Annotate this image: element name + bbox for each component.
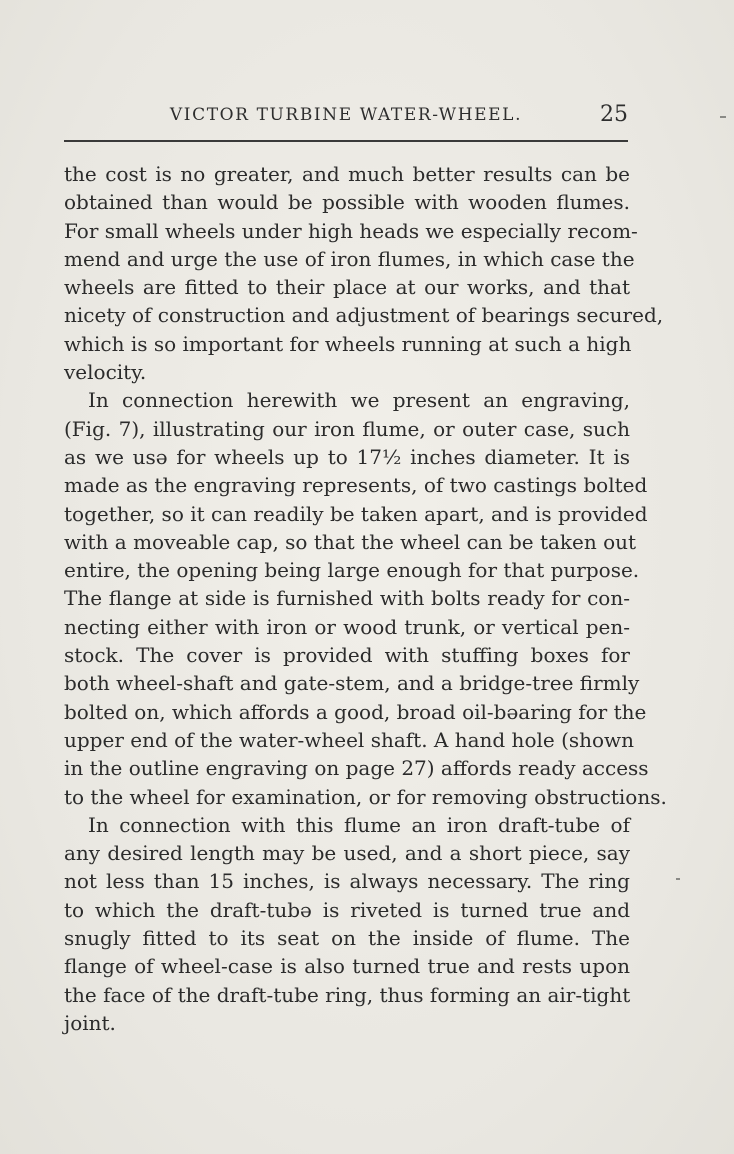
header-rule [64, 140, 628, 142]
text-line: to which the draft-tubə is riveted is turned true and [64, 897, 630, 922]
text-line: upper end of the water-wheel shaft. A hand hole (shown [64, 727, 635, 752]
text-line: not less than 15 inches, is always necessary. The ring [64, 869, 630, 894]
text-line: The flange at side is furnished with bolts ready for con- [64, 586, 630, 611]
scan-speck [720, 116, 726, 118]
text-line: the face of the draft-tube ring, thus forming an air-tight [64, 982, 631, 1007]
text-line: any desired length may be used, and a short piece, say [64, 841, 630, 866]
text-line: both wheel-shaft and gate-stem, and a bridge-tree firmly [64, 671, 640, 696]
text-line: bolted on, which affords a good, broad oil-bəaring for the [64, 699, 647, 724]
text-line: in the outline engraving on page 27) affords ready access [64, 756, 649, 781]
text-line: In connection herewith we present an engraving, [88, 388, 630, 413]
text-line: wheels are fitted to their place at our works, and that [64, 275, 630, 300]
page-number: 25 [600, 102, 628, 127]
text-line: nicety of construction and adjustment of bearings secured, [64, 303, 664, 328]
text-line: the cost is no greater, and much better results can be [64, 162, 630, 186]
text-line: to the wheel for examination, or for removing obstructions. [64, 784, 667, 809]
text-line: entire, the opening being large enough for that purpose. [64, 558, 640, 583]
text-line: snugly fitted to its seat on the inside of flume. The [64, 926, 630, 951]
text-line: necting either with iron or wood trunk, or vertical pen- [64, 614, 630, 639]
text-line: (Fig. 7), illustrating our iron flume, or outer case, such [64, 416, 630, 441]
running-title: VICTOR TURBINE WATER-WHEEL. [169, 105, 523, 125]
text-line: together, so it can readily be taken apart, and is provided [64, 501, 648, 526]
text-line: which is so important for wheels running at such a high [64, 331, 632, 356]
scan-speck [676, 878, 680, 880]
text-line: mend and urge the use of iron flumes, in which case the [64, 246, 635, 271]
text-line: joint. [64, 1010, 116, 1035]
running-head [64, 102, 628, 128]
text-line: flange of wheel-case is also turned true and rests upon [64, 954, 630, 979]
text-line: In connection with this flume an iron draft-tube of [88, 812, 630, 837]
text-line: velocity. [64, 360, 147, 385]
text-line: as we usə for wheels up to 17½ inches diameter. It is [64, 444, 630, 469]
text-line: For small wheels under high heads we especially recom- [64, 218, 638, 243]
text-line: made as the engraving represents, of two castings bolted [64, 473, 648, 498]
body-text [64, 160, 667, 1037]
text-line: with a moveable cap, so that the wheel can be taken out [64, 529, 637, 554]
text-line: stock. The cover is provided with stuffing boxes for [64, 643, 630, 668]
text-line: obtained than would be possible with wooden flumes. [64, 190, 630, 215]
